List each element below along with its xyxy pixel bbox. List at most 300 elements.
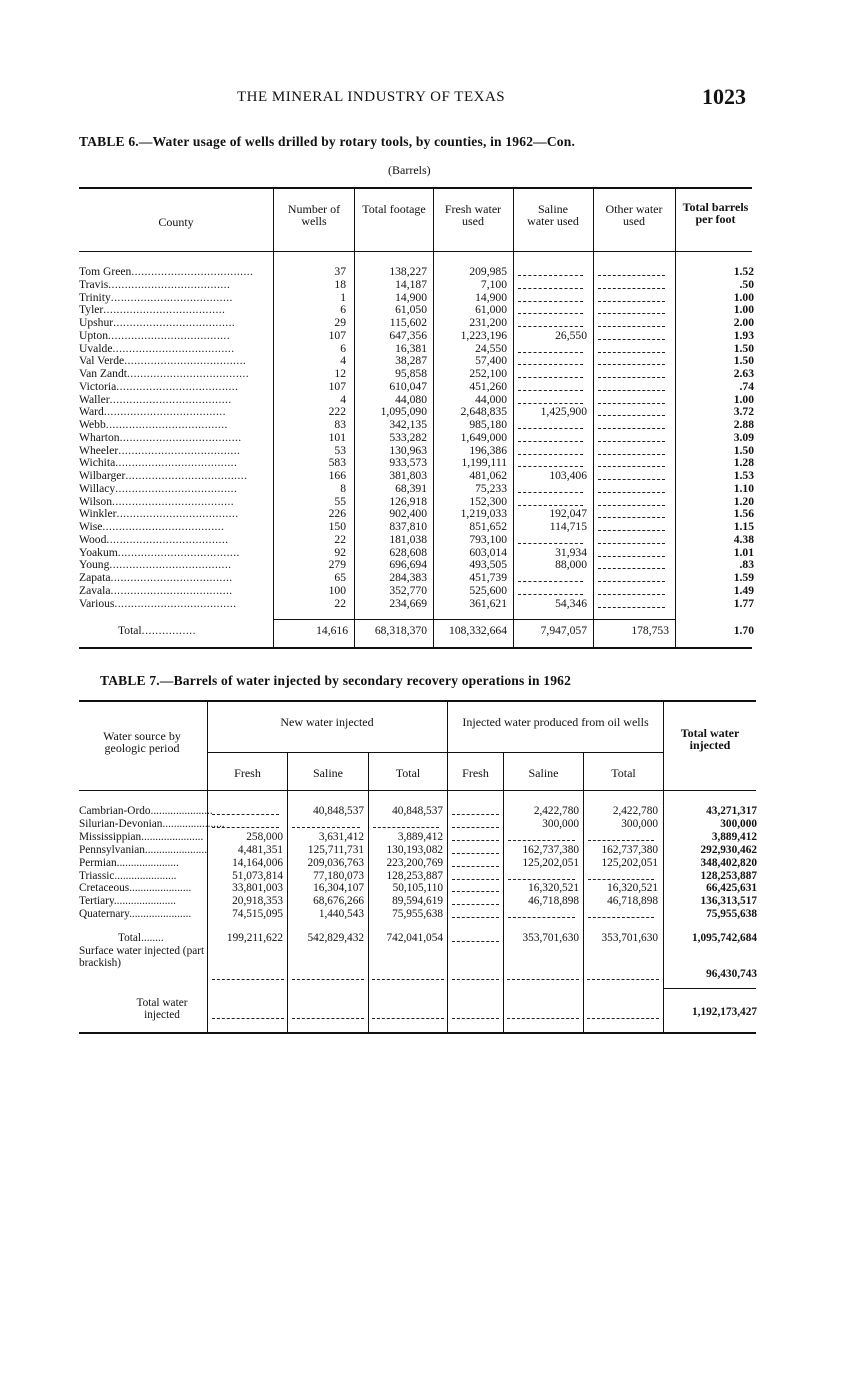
t6-cell-barrels-per-foot: 1.28 <box>733 456 754 470</box>
t6-county-name: Zapata..................................... <box>79 571 233 584</box>
t6-county-name: Waller..................................... <box>79 392 232 406</box>
t6-cell-footage: 16,381 <box>395 341 427 355</box>
t6-empty-cell-dash <box>518 275 583 276</box>
t6-cell-saline: 88,000 <box>555 558 587 572</box>
t6-county-name: Willacy..................................... <box>79 481 238 495</box>
t6-empty-cell-dash <box>598 313 665 314</box>
t7-dash <box>372 979 444 980</box>
t7-cell-new-total: 50,105,110 <box>392 882 443 895</box>
t6-cell-footage: 381,803 <box>389 469 427 482</box>
t7-empty-cell-dash <box>508 879 575 880</box>
t7-group-new: New water injected <box>280 715 374 729</box>
t7-period-name: Tertiary...................... <box>79 895 176 908</box>
table6-top-rule <box>79 187 752 189</box>
t6-total-saline: 7,947,057 <box>540 624 587 637</box>
t7-empty-cell-dash <box>508 917 575 918</box>
t6-cell-barrels-per-foot: 1.00 <box>733 303 754 317</box>
t7-dash <box>507 979 579 980</box>
t6-cell-fresh: 14,900 <box>475 290 507 304</box>
t7-cell-new-fresh: 33,801,003 <box>232 882 283 895</box>
t6-county-name: Various..................................... <box>79 596 237 610</box>
t7-empty-cell-dash <box>452 879 499 880</box>
t6-cell-fresh: 2,648,835 <box>460 405 507 419</box>
t6-col-fresh: Fresh water used <box>444 202 502 228</box>
t7-cell-prod-total: 46,718,898 <box>607 895 658 908</box>
t6-empty-cell-dash <box>598 594 665 595</box>
t6-empty-cell-dash <box>598 403 665 404</box>
t6-vrule <box>593 189 594 647</box>
t6-county-name: Wilbarger..................................... <box>79 469 248 482</box>
t6-cell-fresh: 603,014 <box>469 545 507 559</box>
t6-cell-wells: 22 <box>334 532 346 546</box>
t7-empty-cell-dash <box>212 827 279 828</box>
t6-cell-fresh: 451,739 <box>469 571 507 584</box>
t7-sub-new-total: Total <box>395 766 421 780</box>
t6-cell-fresh: 7,100 <box>480 277 507 291</box>
t6-cell-fresh: 209,985 <box>469 265 507 278</box>
t6-cell-fresh: 152,300 <box>469 494 507 508</box>
t6-county-name: Winkler..................................... <box>79 507 239 521</box>
t6-county-name: Webb..................................... <box>79 418 228 431</box>
t6-empty-cell-dash <box>598 441 665 442</box>
t6-cell-barrels-per-foot: 1.00 <box>733 392 754 406</box>
t6-cell-footage: 14,900 <box>395 290 427 304</box>
t6-cell-fresh: 196,386 <box>469 443 507 457</box>
t6-cell-wells: 4 <box>340 392 346 406</box>
t6-empty-cell-dash <box>598 454 665 455</box>
t6-empty-cell-dash <box>518 352 583 353</box>
t7-cell-prod-total: 2,422,780 <box>612 805 658 817</box>
t6-empty-cell-dash <box>518 428 583 429</box>
t6-cell-fresh: 361,621 <box>469 596 507 610</box>
t6-cell-barrels-per-foot: 1.77 <box>733 596 754 610</box>
t7-empty-cell-dash <box>588 917 654 918</box>
t7-total-new-saline: 542,829,432 <box>307 932 364 944</box>
t6-cell-footage: 61,050 <box>395 303 427 317</box>
t7-cell-new-saline: 1,440,543 <box>318 908 364 921</box>
t7-empty-cell-dash <box>588 879 654 880</box>
t7-empty-cell-dash <box>452 840 499 841</box>
t6-county-name: Wise..................................... <box>79 520 225 533</box>
t6-total-barrels-per-foot: 1.70 <box>733 624 754 637</box>
t6-county-name: Victoria..................................... <box>79 379 239 393</box>
t6-cell-footage: 130,963 <box>389 443 427 457</box>
t6-empty-cell-dash <box>598 466 665 467</box>
t6-empty-cell-dash <box>598 492 665 493</box>
t6-county-name: Tom Green..................................... <box>79 265 254 278</box>
t7-cell-prod-saline: 46,718,898 <box>528 895 579 908</box>
t6-empty-cell-dash <box>518 313 583 314</box>
t7-cell-new-saline: 68,676,266 <box>313 895 364 908</box>
t6-empty-cell-dash <box>518 403 583 404</box>
t6-cell-barrels-per-foot: 2.88 <box>733 418 754 431</box>
t6-cell-wells: 100 <box>328 583 346 597</box>
t6-cell-fresh: 1,199,111 <box>461 456 507 470</box>
t6-cell-footage: 44,080 <box>395 392 427 406</box>
t7-period-name: Cambrian-Ordo...................... <box>79 805 213 817</box>
t7-empty-cell-dash <box>452 853 499 854</box>
t7-empty-cell-dash <box>373 827 439 828</box>
t7-cell-prod-total: 16,320,521 <box>607 882 658 895</box>
t6-cell-fresh: 851,652 <box>469 520 507 533</box>
t6-county-name: Upshur..................................... <box>79 316 236 329</box>
t7-total-prod-total: 353,701,630 <box>601 932 658 944</box>
t6-total-fresh: 108,332,664 <box>449 624 507 637</box>
t7-empty-cell-dash <box>292 827 360 828</box>
t6-cell-barrels-per-foot: 4.38 <box>733 532 754 546</box>
t6-empty-cell-dash <box>598 607 665 608</box>
t6-cell-fresh: 481,062 <box>469 469 507 482</box>
t6-county-name: Wichita..................................... <box>79 456 238 470</box>
t6-empty-cell-dash <box>518 288 583 289</box>
t6-cell-footage: 126,918 <box>389 494 427 508</box>
t6-cell-footage: 115,602 <box>389 316 427 329</box>
running-title: THE MINERAL INDUSTRY OF TEXAS <box>237 89 506 105</box>
t6-cell-barrels-per-foot: 2.63 <box>733 367 754 380</box>
t7-period-name: Triassic...................... <box>79 869 177 882</box>
t6-total-rule <box>273 619 675 620</box>
t6-cell-footage: 933,573 <box>389 456 427 470</box>
t7-cell-prod-saline: 2,422,780 <box>533 805 579 817</box>
t6-cell-footage: 696,694 <box>389 558 427 572</box>
t7-period-name: Mississippian...................... <box>79 830 204 843</box>
t7-cell-new-fresh: 4,481,351 <box>237 843 283 856</box>
t7-dash <box>587 1018 659 1019</box>
t6-empty-cell-dash <box>518 505 583 506</box>
t7-col-total-injected: Total water injected <box>680 726 740 752</box>
t7-group-rule <box>207 752 663 753</box>
table7-bottom-rule <box>79 1032 756 1034</box>
t6-col-other: Other water used <box>605 202 663 228</box>
t6-cell-barrels-per-foot: .83 <box>739 558 754 572</box>
t7-empty-cell-dash <box>452 814 499 815</box>
t6-empty-cell-dash <box>598 530 665 531</box>
t6-cell-wells: 150 <box>328 520 346 533</box>
t7-total-new-fresh: 199,211,622 <box>226 932 283 944</box>
t6-county-name: Young..................................... <box>79 558 232 572</box>
t7-total-label: Total........ <box>118 932 164 944</box>
t6-cell-saline: 54,346 <box>555 596 587 610</box>
t7-sub-prod-saline: Saline <box>528 766 559 780</box>
t6-cell-barrels-per-foot: 1.50 <box>733 443 754 457</box>
t6-total-other: 178,753 <box>631 624 669 637</box>
t7-grand-label: Total water injected <box>136 997 188 1021</box>
t6-empty-cell-dash <box>598 505 665 506</box>
t7-grand-rule <box>663 988 756 989</box>
table6-unit: (Barrels) <box>388 163 431 177</box>
t6-cell-barrels-per-foot: 2.00 <box>733 316 754 329</box>
t7-cell-new-saline: 16,304,107 <box>313 882 364 895</box>
t6-cell-footage: 38,287 <box>395 354 427 368</box>
t6-county-name: Yoakum..................................... <box>79 545 240 559</box>
t6-cell-fresh: 44,000 <box>475 392 507 406</box>
t7-sub-new-saline: Saline <box>313 766 343 780</box>
t6-county-name: Van Zandt..................................... <box>79 367 250 380</box>
t6-cell-footage: 610,047 <box>389 379 427 393</box>
t7-cell-total-injected: 348,402,820 <box>700 856 757 869</box>
t6-cell-wells: 55 <box>334 494 346 508</box>
t7-dash <box>452 1018 499 1019</box>
t6-cell-wells: 107 <box>328 379 346 393</box>
t6-empty-cell-dash <box>598 543 665 544</box>
t6-cell-fresh: 525,600 <box>469 583 507 597</box>
t7-dash <box>507 1018 579 1019</box>
t6-cell-footage: 837,810 <box>389 520 427 533</box>
t6-empty-cell-dash <box>518 377 583 378</box>
t7-period-name: Pennsylvanian...................... <box>79 843 208 856</box>
t6-cell-footage: 284,383 <box>389 571 427 584</box>
t6-cell-wells: 29 <box>334 316 346 329</box>
t6-county-name: Travis..................................... <box>79 277 231 291</box>
t6-col-county: County <box>158 215 194 229</box>
t7-cell-new-saline: 77,180,073 <box>313 869 364 882</box>
t6-cell-wells: 6 <box>340 303 346 317</box>
t6-cell-wells: 37 <box>334 265 346 278</box>
t6-cell-fresh: 1,219,033 <box>460 507 507 521</box>
t6-cell-footage: 628,608 <box>389 545 427 559</box>
t6-empty-cell-dash <box>598 390 665 391</box>
t7-cell-total-injected: 136,313,517 <box>700 895 757 908</box>
t6-cell-barrels-per-foot: 1.50 <box>733 341 754 355</box>
t6-col-wells: Number of wells <box>287 202 341 228</box>
t7-surface-label: Surface water injected (part brackish) <box>79 945 205 969</box>
t7-total-injected: 1,095,742,684 <box>692 932 757 944</box>
t7-empty-cell-dash <box>452 866 499 867</box>
t7-cell-total-injected: 43,271,317 <box>706 805 757 817</box>
t7-period-name: Cretaceous...................... <box>79 882 192 895</box>
t6-cell-wells: 18 <box>334 277 346 291</box>
t7-cell-prod-total: 300,000 <box>621 817 658 830</box>
t6-empty-cell-dash <box>518 543 583 544</box>
t6-col-saline: Saline water used <box>527 202 579 228</box>
t6-empty-cell-dash <box>518 594 583 595</box>
t6-cell-wells: 166 <box>328 469 346 482</box>
t6-empty-cell-dash <box>518 492 583 493</box>
t6-cell-footage: 14,187 <box>395 277 427 291</box>
t6-cell-barrels-per-foot: 1.52 <box>733 265 754 278</box>
t6-county-name: Wood..................................... <box>79 532 229 546</box>
t7-cell-prod-saline: 300,000 <box>542 817 579 830</box>
t6-county-name: Uvalde..................................... <box>79 341 235 355</box>
t6-cell-fresh: 1,223,196 <box>460 328 507 342</box>
t6-cell-wells: 107 <box>328 328 346 342</box>
t7-sub-new-fresh: Fresh <box>234 766 261 780</box>
t6-empty-cell-dash <box>518 364 583 365</box>
t6-cell-fresh: 451,260 <box>469 379 507 393</box>
t6-cell-wells: 226 <box>328 507 346 521</box>
t6-cell-fresh: 75,233 <box>475 481 507 495</box>
t6-empty-cell-dash <box>598 428 665 429</box>
t6-cell-footage: 1,095,090 <box>380 405 427 419</box>
t6-empty-cell-dash <box>598 288 665 289</box>
t6-cell-barrels-per-foot: .74 <box>739 379 754 393</box>
t6-empty-cell-dash <box>598 301 665 302</box>
t6-cell-wells: 53 <box>334 443 346 457</box>
t6-empty-cell-dash <box>518 441 583 442</box>
table7-top-rule <box>79 700 756 702</box>
t6-county-name: Wilson..................................... <box>79 494 235 508</box>
t6-cell-barrels-per-foot: 1.49 <box>733 583 754 597</box>
t6-cell-barrels-per-foot: 1.56 <box>733 507 754 521</box>
t6-cell-wells: 92 <box>334 545 346 559</box>
t6-cell-barrels-per-foot: 1.00 <box>733 290 754 304</box>
t6-cell-wells: 101 <box>328 430 346 444</box>
t6-empty-cell-dash <box>518 581 583 582</box>
t6-cell-footage: 342,135 <box>389 418 427 431</box>
t6-empty-cell-dash <box>518 454 583 455</box>
t7-cell-new-fresh: 74,515,095 <box>232 908 283 921</box>
t6-cell-barrels-per-foot: 1.50 <box>733 354 754 368</box>
t6-cell-wells: 6 <box>340 341 346 355</box>
t6-empty-cell-dash <box>598 377 665 378</box>
t6-empty-cell-dash <box>518 326 583 327</box>
t6-cell-saline: 103,406 <box>549 469 587 482</box>
t6-col-barrels-per-foot: Total barrels per foot <box>682 200 749 226</box>
t7-cell-new-saline: 40,848,537 <box>313 805 364 817</box>
t6-county-name: Ward..................................... <box>79 405 226 419</box>
t6-total-wells: 14,616 <box>316 624 348 637</box>
t6-cell-wells: 65 <box>334 571 346 584</box>
t6-cell-footage: 647,356 <box>389 328 427 342</box>
t7-sub-prod-total: Total <box>611 766 636 780</box>
t6-empty-cell-dash <box>598 326 665 327</box>
t6-cell-wells: 583 <box>328 456 346 470</box>
t6-cell-saline: 26,550 <box>555 328 587 342</box>
t7-cell-new-fresh: 20,918,353 <box>232 895 283 908</box>
t7-col-source: Water source by geologic period <box>103 729 181 755</box>
t6-cell-fresh: 985,180 <box>469 418 507 431</box>
table6-header-rule <box>79 251 752 252</box>
t6-cell-barrels-per-foot: 1.20 <box>733 494 754 508</box>
t6-cell-footage: 138,227 <box>389 265 427 278</box>
t6-cell-fresh: 493,505 <box>469 558 507 572</box>
t6-cell-wells: 1 <box>340 290 346 304</box>
t7-cell-new-total: 223,200,769 <box>386 856 443 869</box>
t7-cell-new-total: 130,193,082 <box>386 843 443 856</box>
t6-county-name: Trinity..................................... <box>79 290 233 304</box>
t6-cell-barrels-per-foot: 1.10 <box>733 481 754 495</box>
t7-cell-new-saline: 209,036,763 <box>307 856 364 869</box>
t6-cell-footage: 234,669 <box>389 596 427 610</box>
t7-grand-value: 1,192,173,427 <box>692 1006 757 1018</box>
t7-cell-total-injected: 292,930,462 <box>700 843 757 856</box>
t7-dash <box>212 979 284 980</box>
t6-empty-cell-dash <box>598 479 665 480</box>
t7-dash <box>372 1018 444 1019</box>
t7-empty-cell-dash <box>452 827 499 828</box>
t6-cell-saline: 31,934 <box>555 545 587 559</box>
t7-period-name: Quaternary...................... <box>79 908 192 921</box>
t6-cell-footage: 181,038 <box>389 532 427 546</box>
t7-period-name: Silurian-Devonian...................... <box>79 817 225 830</box>
t6-cell-saline: 1,425,900 <box>540 405 587 419</box>
t7-cell-total-injected: 75,955,638 <box>706 908 757 921</box>
t6-empty-cell-dash <box>598 568 665 569</box>
t6-empty-cell-dash <box>598 517 665 518</box>
t7-cell-new-fresh: 258,000 <box>246 830 283 843</box>
t6-empty-cell-dash <box>598 364 665 365</box>
t6-empty-cell-dash <box>598 339 665 340</box>
t7-cell-new-total: 40,848,537 <box>392 805 443 817</box>
t7-cell-prod-saline: 16,320,521 <box>528 882 579 895</box>
t7-empty-cell-dash <box>452 891 499 892</box>
t7-cell-new-fresh: 51,073,814 <box>232 869 283 882</box>
t6-cell-wells: 4 <box>340 354 346 368</box>
t6-cell-footage: 95,858 <box>395 367 427 380</box>
t7-cell-total-injected: 128,253,887 <box>700 869 757 882</box>
t6-empty-cell-dash <box>518 301 583 302</box>
t6-county-name: Upton..................................... <box>79 328 231 342</box>
t6-empty-cell-dash <box>598 275 665 276</box>
t7-cell-new-saline: 125,711,731 <box>307 843 364 856</box>
t7-empty-cell-dash <box>452 904 499 905</box>
t6-cell-footage: 352,770 <box>389 583 427 597</box>
t7-cell-total-injected: 300,000 <box>720 817 757 830</box>
t7-cell-new-saline: 3,631,412 <box>318 830 364 843</box>
t7-sub-prod-fresh: Fresh <box>462 766 489 780</box>
t6-total-footage: 68,318,370 <box>374 624 427 637</box>
page-number: 1023 <box>702 84 746 109</box>
t7-total-new-total: 742,041,054 <box>386 932 443 944</box>
t7-empty-cell-dash <box>452 917 499 918</box>
t7-cell-new-total: 128,253,887 <box>386 869 443 882</box>
t6-cell-fresh: 793,100 <box>469 532 507 546</box>
t7-cell-new-total: 75,955,638 <box>392 908 443 921</box>
table7-title: TABLE 7.—Barrels of water injected by secondary recovery operations in 1962 <box>100 673 572 688</box>
t7-empty-cell-dash <box>588 840 654 841</box>
t7-dash <box>452 979 499 980</box>
table6-title: TABLE 6.—Water usage of wells drilled by rotary tools, by counties, in 1962—Con. <box>79 134 576 149</box>
t7-cell-prod-saline: 125,202,051 <box>522 856 579 869</box>
t7-total-prod-saline: 353,701,630 <box>522 932 579 944</box>
t6-empty-cell-dash <box>598 415 665 416</box>
t6-county-name: Wharton..................................... <box>79 430 242 444</box>
t6-cell-fresh: 24,550 <box>475 341 507 355</box>
t6-cell-wells: 12 <box>334 367 346 380</box>
t6-cell-wells: 222 <box>328 405 346 419</box>
t6-cell-fresh: 61,000 <box>475 303 507 317</box>
t7-dash <box>587 979 659 980</box>
t6-cell-barrels-per-foot: 1.59 <box>733 571 754 584</box>
t6-cell-barrels-per-foot: 3.09 <box>733 430 754 444</box>
t6-county-name: Tyler..................................... <box>79 303 226 317</box>
t6-cell-footage: 68,391 <box>395 481 427 495</box>
t7-cell-prod-total: 162,737,380 <box>601 843 658 856</box>
t6-cell-wells: 22 <box>334 596 346 610</box>
t7-cell-prod-saline: 162,737,380 <box>522 843 579 856</box>
t6-empty-cell-dash <box>518 390 583 391</box>
t6-empty-cell-dash <box>598 556 665 557</box>
t6-col-footage: Total footage <box>362 202 426 216</box>
t7-period-name: Permian...................... <box>79 856 179 869</box>
t6-county-name: Wheeler..................................... <box>79 443 241 457</box>
t6-cell-barrels-per-foot: 1.93 <box>733 328 754 342</box>
t6-cell-saline: 192,047 <box>549 507 587 521</box>
t7-cell-new-total: 3,889,412 <box>397 830 443 843</box>
t6-cell-fresh: 57,400 <box>475 354 507 368</box>
t7-cell-total-injected: 66,425,631 <box>706 882 757 895</box>
t6-cell-wells: 8 <box>340 481 346 495</box>
t6-empty-cell-dash <box>598 581 665 582</box>
t6-cell-barrels-per-foot: 1.01 <box>733 545 754 559</box>
t6-empty-cell-dash <box>518 466 583 467</box>
t7-dash <box>452 941 499 942</box>
t7-cell-new-fresh: 14,164,006 <box>232 856 283 869</box>
t6-cell-fresh: 231,200 <box>469 316 507 329</box>
t7-cell-prod-total: 125,202,051 <box>601 856 658 869</box>
t7-surface-value: 96,430,743 <box>706 968 757 980</box>
t6-cell-wells: 279 <box>328 558 346 572</box>
